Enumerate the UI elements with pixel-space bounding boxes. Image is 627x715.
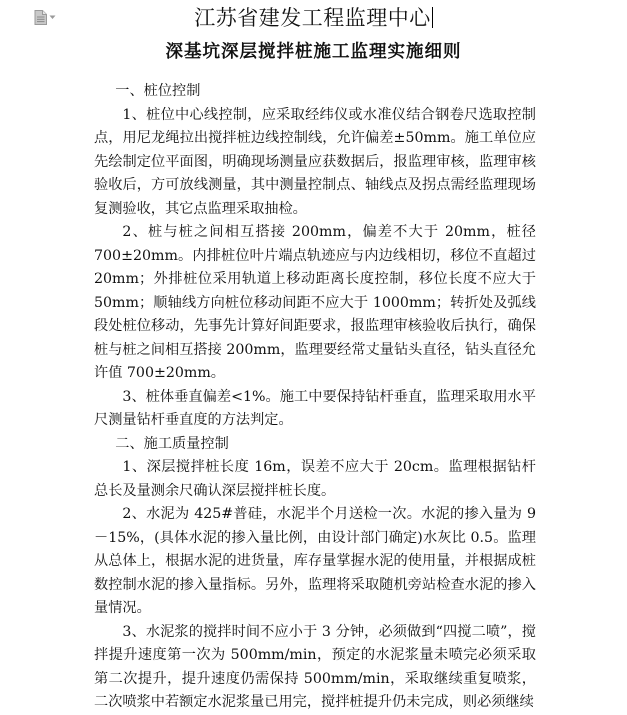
paragraph: 3、桩体垂直偏差<1%。施工中要保持钻杆垂直，监理采取用水平尺测量钻杆垂直度的方法判定。 (94, 388, 536, 428)
paragraph: 2、桩与桩之间相互搭接 200mm，偏差不大于 20mm，桩径 700±20mm。内排桩位叶片端点轨迹应与内边线相切，移位不直超过 20mm；外排桩位采用轨道上移动距离长度控制，移位长度不应大于 50mm；顺轴线方向桩位移动间距不应大于 1000mm；转折处及弧线段处桩位移动，先事先计算好间距要求，报监理审核验收后执行，确保桩与桩之间相互搭接 200mm，监理要经常丈量钻头直径，钻头直径允许值 700±20mm。 (94, 224, 536, 381)
paragraph: 1、桩位中心线控制，应采取经纬仪或水准仪结合钢卷尺选取控制点，用尼龙绳拉出搅拌桩边线控制线，允许偏差±50mm。施工单位应先绘制定位平面图，明确现场测量应获数据后，报监理审核，监理审核验收后，方可放线测量，其中测量控制点、轴线点及拐点需经监理现场复测验收，其它点监理采取抽检。 (94, 106, 536, 217)
header-title[interactable]: 江苏省建发工程监理中心 (194, 6, 431, 30)
document-body (94, 80, 536, 715)
paragraph: 1、深层搅拌桩长度 16m，误差不应大于 20cm。监理根据钻杆总长及量测余尺确认深层搅拌桩长度。 (94, 459, 536, 499)
paragraph: 3、水泥浆的搅拌时间不应小于 3 分钟，必须做到“四搅二喷”，搅拌提升速度第一次为 500mm/min，预定的水泥浆量未喷完必须采取第二次提升，提升速度仍需保持 500mm/min，采取继续重复喷浆，二次喷浆中若额定水泥浆量已用完，搅拌桩提升仍未完成，则必须继续 (94, 623, 536, 710)
text-cursor (432, 7, 433, 28)
header-title-container[interactable] (0, 2, 627, 32)
section-heading-quality-control: 二、施工质量控制 (115, 435, 229, 452)
document-title: 深基坑深层搅拌桩施工监理实施细则 (165, 42, 462, 62)
paragraph: 2、水泥为 425#普硅，水泥半个月送检一次。水泥的掺入量为 9－15%，(具体水泥的掺入量比例，由设计部门确定)水灰比 0.5。监理从总体上，根据水泥的进货量，库存量掌握水泥的使用量，并根据成桩数控制水泥的掺入量指标。另外，监理将采取随机旁站检查水泥的掺入量情况。 (94, 506, 536, 616)
section-heading-position-control: 一、桩位控制 (115, 83, 201, 99)
